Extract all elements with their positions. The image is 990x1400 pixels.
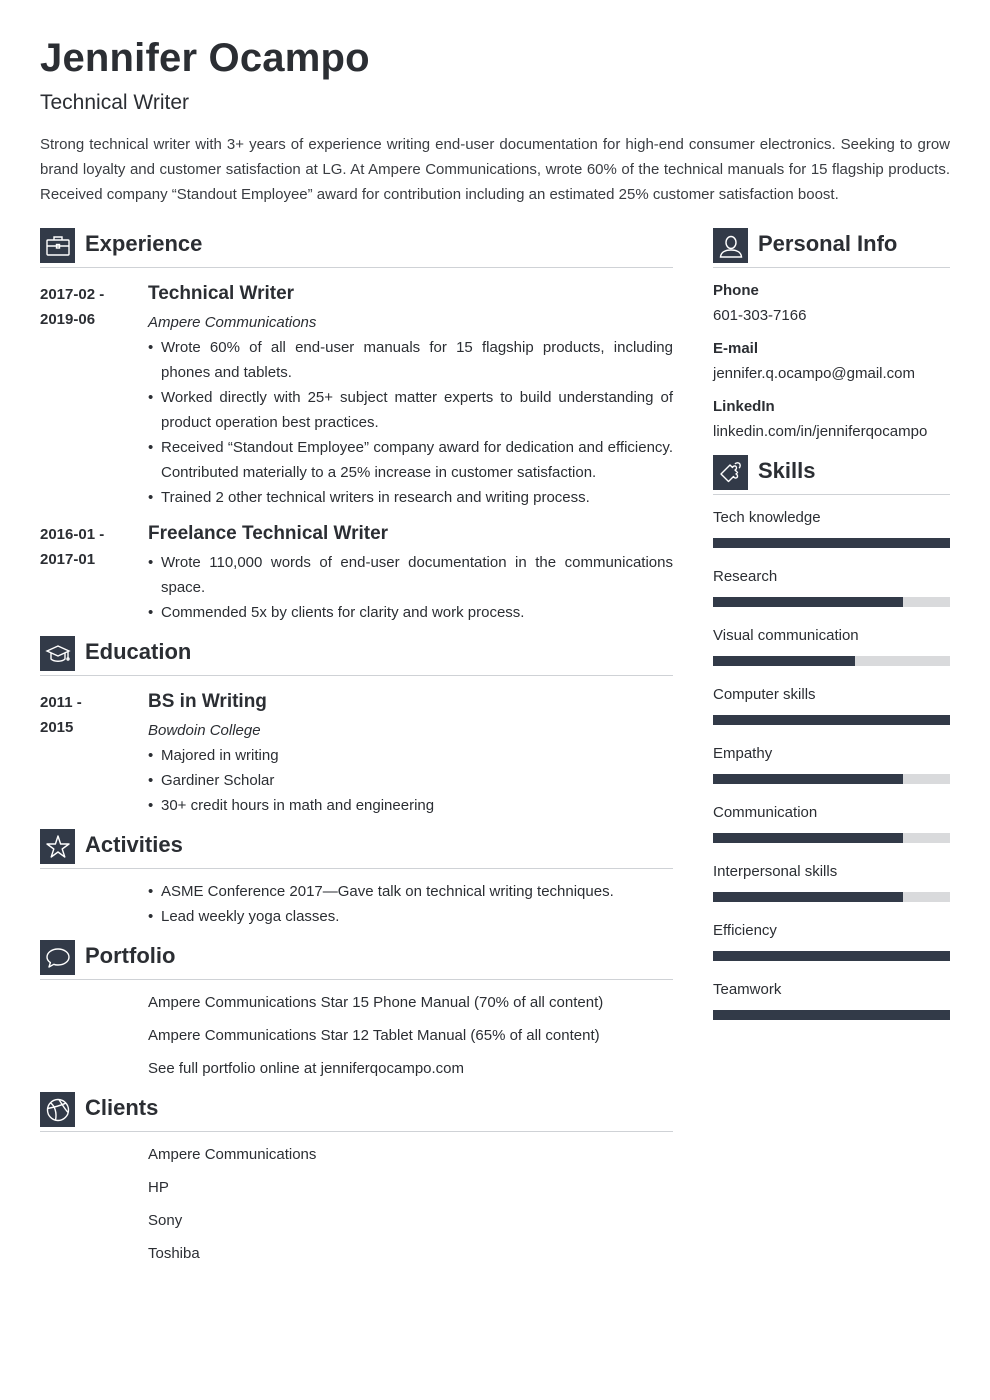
skill-bar-track (713, 833, 950, 843)
skill-bar-fill (713, 597, 903, 607)
skill-bar-fill (713, 951, 950, 961)
skill-bar-fill (713, 833, 903, 843)
candidate-role: Technical Writer (40, 91, 189, 114)
entry-bullets (148, 335, 673, 510)
bullet-item: • ASME Conference 2017—Gave talk on technical writing techniques. (148, 879, 673, 904)
skill-name: Visual communication (713, 627, 859, 644)
entry-date-end: 2019-06 (40, 311, 96, 328)
bullet-item: • Commended 5x by clients for clarity and work process. (148, 600, 673, 625)
bullet-item: • Worked directly with 25+ subject matter experts to build understanding of product operation best practices. (148, 385, 673, 435)
education-title: Education (85, 639, 192, 664)
entry-organization: Bowdoin College (148, 722, 261, 739)
skill-bar-track (713, 1010, 950, 1020)
skill-bar-track (713, 951, 950, 961)
star-icon (40, 829, 75, 864)
experience-section-header (40, 228, 673, 268)
skill-bar-track (713, 715, 950, 725)
skill-name: Empathy (713, 745, 773, 762)
bullet-item: • Gardiner Scholar (148, 768, 673, 793)
skill-name: Tech knowledge (713, 509, 821, 526)
portfolio-title: Portfolio (85, 943, 176, 968)
phone-value: 601-303-7166 (713, 307, 807, 324)
entry-date-start: 2017-02 - (40, 286, 105, 303)
portfolio-section-header (40, 940, 673, 980)
entry-date (40, 522, 140, 572)
person-icon (713, 228, 748, 263)
skill-bar-fill (713, 1010, 950, 1020)
skill-name: Computer skills (713, 686, 816, 703)
personal-info-title: Personal Info (758, 231, 898, 256)
skill-bar-track (713, 892, 950, 902)
skill-bar-fill (713, 715, 950, 725)
entry-date (40, 690, 140, 740)
email-value: jennifer.q.ocampo@gmail.com (713, 365, 915, 382)
email-label: E-mail (713, 340, 759, 357)
portfolio-item: Ampere Communications Star 15 Phone Manual (70% of all content) (148, 994, 604, 1011)
clients-title: Clients (85, 1095, 159, 1120)
skill-bar-fill (713, 774, 903, 784)
entry-date-start: 2016-01 - (40, 526, 105, 543)
education-section-header (40, 636, 673, 676)
briefcase-icon (40, 228, 75, 263)
skill-bar-track (713, 656, 950, 666)
entry-date-start: 2011 - (40, 694, 82, 711)
bullet-item: • Wrote 110,000 words of end-user documentation in the communications space. (148, 550, 673, 600)
client-item: HP (148, 1179, 169, 1196)
bullet-item: • Wrote 60% of all end-user manuals for 15 flagship products, including phones and tablets. (148, 335, 673, 385)
skill-name: Research (713, 568, 778, 585)
entry-bullets (148, 743, 673, 818)
entry-bullets (148, 550, 673, 625)
entry-title: BS in Writing (148, 691, 267, 712)
entry-date-end: 2015 (40, 719, 74, 736)
skill-bar-fill (713, 892, 903, 902)
activities-section-header (40, 829, 673, 869)
entry-date (40, 282, 140, 332)
skill-name: Interpersonal skills (713, 863, 838, 880)
linkedin-value: linkedin.com/in/jenniferqocampo (713, 423, 928, 440)
activities-bullets (148, 879, 673, 929)
phone-label: Phone (713, 282, 759, 299)
client-item: Ampere Communications (148, 1146, 317, 1163)
entry-title: Freelance Technical Writer (148, 523, 389, 544)
bullet-item: • Majored in writing (148, 743, 673, 768)
summary-paragraph: Strong technical writer with 3+ years of experience writing end-user documentation for high-end consumer electronics. Seeking to grow brand loyalty and customer satisfaction at LG. At Ampere Communications, wrote 60% of the technical manuals for 15 flagship products. Received company “Standout Employee” award for contribution including an estimated 25% customer satisfaction boost. (40, 136, 950, 203)
skills-title: Skills (758, 458, 816, 483)
skill-name: Efficiency (713, 922, 777, 939)
skill-bar-track (713, 538, 950, 548)
skill-name: Teamwork (713, 981, 782, 998)
bullet-item: • Lead weekly yoga classes. (148, 904, 673, 929)
personal-info-section-header (713, 228, 950, 268)
client-item: Sony (148, 1212, 183, 1229)
skill-name: Communication (713, 804, 818, 821)
bullet-item: • Trained 2 other technical writers in research and writing process. (148, 485, 673, 510)
portfolio-item: Ampere Communications Star 12 Tablet Manual (65% of all content) (148, 1027, 600, 1044)
speech-bubble-icon (40, 940, 75, 975)
activities-title: Activities (85, 832, 183, 857)
candidate-name: Jennifer Ocampo (40, 36, 370, 80)
clients-section-header (40, 1092, 673, 1132)
graduation-cap-icon (40, 636, 75, 671)
bullet-item: • Received “Standout Employee” company award for dedication and efficiency. Contributed materially to a 25% increase in customer satisfaction. (148, 435, 673, 485)
bullet-item: • 30+ credit hours in math and engineering (148, 793, 673, 818)
entry-organization: Ampere Communications (148, 314, 317, 331)
skill-bar-fill (713, 538, 950, 548)
skill-bar-track (713, 597, 950, 607)
skill-bar-track (713, 774, 950, 784)
entry-date-end: 2017-01 (40, 551, 96, 568)
puzzle-icon (713, 455, 748, 490)
skills-section-header (713, 455, 950, 495)
skill-bar-fill (713, 656, 855, 666)
ball-icon (40, 1092, 75, 1127)
linkedin-label: LinkedIn (713, 398, 775, 415)
portfolio-item: See full portfolio online at jenniferqocampo.com (148, 1060, 465, 1077)
client-item: Toshiba (148, 1245, 200, 1262)
experience-title: Experience (85, 231, 203, 256)
entry-title: Technical Writer (148, 283, 295, 304)
